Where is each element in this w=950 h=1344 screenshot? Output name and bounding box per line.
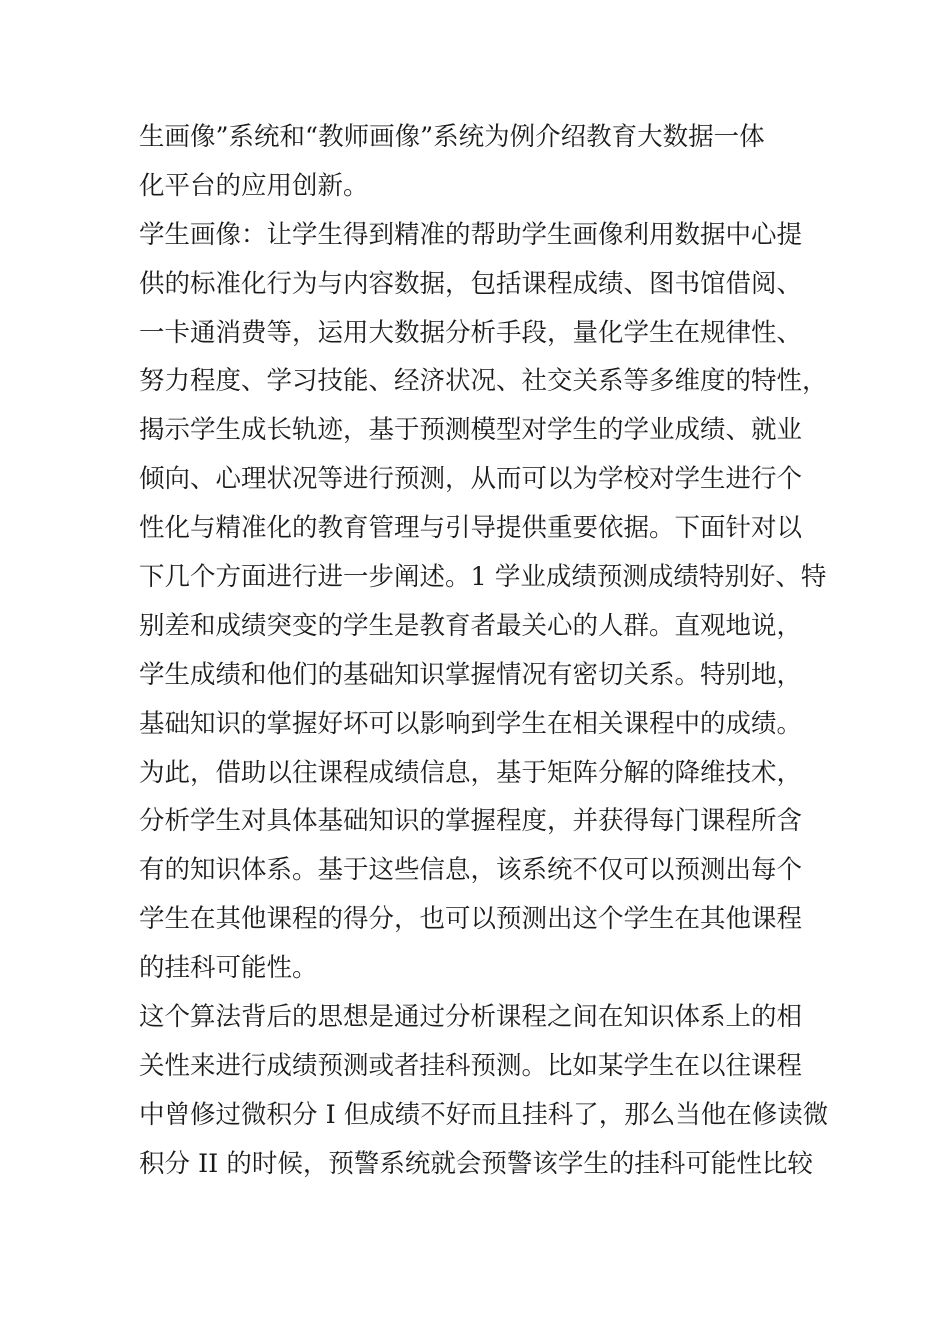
text-line: 这个算法背后的思想是通过分析课程之间在知识体系上的相	[139, 1002, 803, 1033]
text-line: 的挂科可能性。	[139, 953, 318, 984]
text-line: 有的知识体系。基于这些信息，该系统不仅可以预测出每个	[139, 855, 803, 886]
text-line: 学生画像：让学生得到精准的帮助学生画像利用数据中心提	[139, 219, 803, 250]
text-line: 基础知识的掌握好坏可以影响到学生在相关课程中的成绩。	[139, 708, 803, 739]
text-line: 中曾修过微积分 I 但成绩不好而且挂科了，那么当他在修读微	[139, 1099, 829, 1130]
text-line: 揭示学生成长轨迹，基于预测模型对学生的学业成绩、就业	[139, 415, 803, 446]
text-line: 生画像”系统和“教师画像”系统为例介绍教育大数据一体	[139, 122, 765, 152]
text-line: 学生成绩和他们的基础知识掌握情况有密切关系。特别地，	[139, 659, 803, 690]
text-line: 一卡通消费等，运用大数据分析手段，量化学生在规律性、	[139, 317, 803, 348]
text-line: 学生在其他课程的得分，也可以预测出这个学生在其他课程	[139, 904, 803, 935]
text-line: 倾向、心理状况等进行预测，从而可以为学校对学生进行个	[139, 464, 803, 495]
text-line: 关性来进行成绩预测或者挂科预测。比如某学生在以往课程	[139, 1050, 803, 1081]
text-line: 努力程度、学习技能、经济状况、社交关系等多维度的特性，	[139, 366, 828, 397]
text-line: 为此，借助以往课程成绩信息，基于矩阵分解的降维技术，	[139, 757, 803, 788]
text-line: 分析学生对具体基础知识的掌握程度，并获得每门课程所含	[139, 806, 803, 837]
text-line: 别差和成绩突变的学生是教育者最关心的人群。直观地说，	[139, 610, 803, 641]
text-line: 积分 II 的时候，预警系统就会预警该学生的挂科可能性比较	[139, 1148, 813, 1179]
text-line: 供的标准化行为与内容数据，包括课程成绩、图书馆借阅、	[139, 268, 803, 299]
text-line: 下几个方面进行进一步阐述。1 学业成绩预测成绩特别好、特	[139, 562, 827, 593]
text-line: 化平台的应用创新。	[139, 170, 369, 201]
body-text	[139, 113, 829, 1189]
text-line: 性化与精准化的教育管理与引导提供重要依据。下面针对以	[139, 513, 803, 544]
